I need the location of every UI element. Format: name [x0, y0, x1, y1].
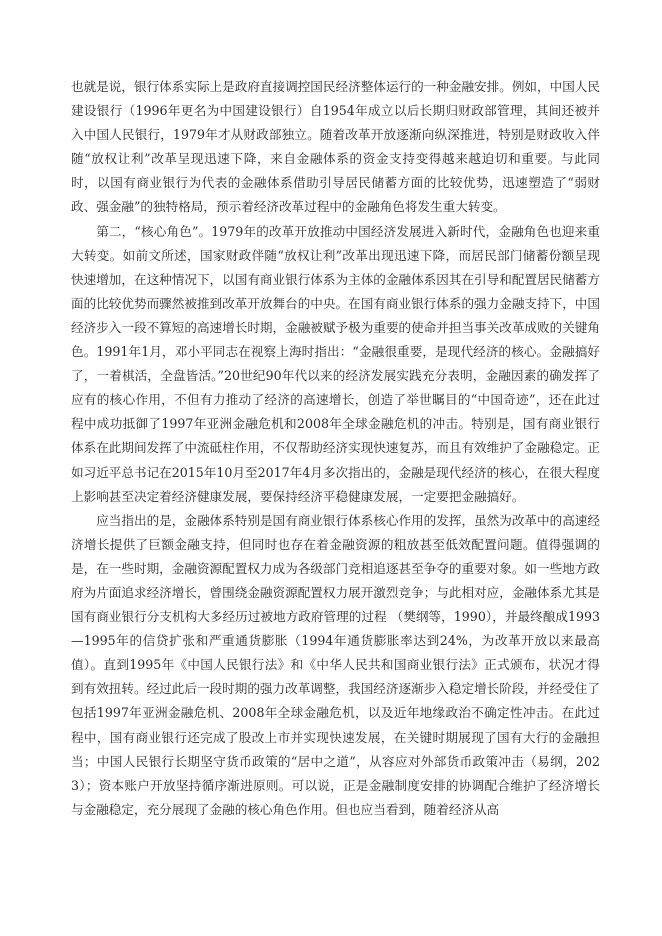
body-paragraph-1: 也就是说，银行体系实际上是政府直接调控国民经济整体运行的一种金融安排。例如，中国人民建设银行（1996年更名为中国建设银行）自1954年成立以后长期归财政部管理，其间还被并入中国人民银行，1979年才从财政部独立。随着改革开放逐渐向纵深推进，特别是财政收入伴随“放权让利”改革呈现迅速下降，来自金融体系的资金支持变得越来越迫切和重要。与此同时，以国有商业银行为代表的金融体系借助引导居民储蓄方面的比较优势，迅速塑造了“弱财政、强金融”的独特格局，预示着经济改革过程中的金融角色将发生重大转变。	[71, 79, 600, 215]
body-paragraph-3: 应当指出的是，金融体系特别是国有商业银行体系核心作用的发挥，虽然为改革中的高速经济增长提供了巨额金融支持，但同时也存在着金融资源的粗放甚至低效配置问题。值得强调的是，在一些时期，金融资源配置权力成为各级部门竞相追逐甚至争夺的重要对象。如一些地方政府为片面追求经济增长，曾围绕金融资源配置权力展开激烈竞争；与此相对应，金融体系尤其是国有商业银行分支机构大多经历过被地方政府管理的过程 （樊纲等，1990），并最终酿成1993—1995年的信贷扩张和严重通货膨胀（1994年通货膨胀率达到24%，为改革开放以来最高值）。直到1995年《中国人民银行法》和《中华人民共和国商业银行法》正式颁布，状况才得到有效扭转。经过此后一段时期的强力改革调整，我国经济逐渐步入稳定增长阶段，并经受住了包括1997年亚洲金融危机、2008年全球金融危机，以及近年地缘政治不确定性冲击。在此过程中，国有商业银行还完成了股改上市并实现快速发展，在关键时期展现了国有大行的金融担当；中国人民银行长期坚守货币政策的“居中之道”，从容应对外部货币政策冲击（易纲，2023）；资本账户开放坚持循序渐进原则。可以说，正是金融制度安排的协调配合维护了经济增长与金融稳定，充分展现了金融的核心角色作用。但也应当看到，随着经济从高	[71, 512, 600, 817]
body-paragraph-2: 第二，“核心角色”。1979年的改革开放推动中国经济发展进入新时代，金融角色也迎来重大转变。如前文所述，国家财政伴随“放权让利”改革出现迅速下降，而居民部门储蓄份额呈现快速增加，在这种情况下，以国有商业银行体系为主体的金融体系因其在引导和配置居民储蓄方面的比较优势而骤然被推到改革开放舞台的中央。在国有商业银行体系的强力金融支持下，中国经济步入一段不算短的高速增长时期，金融被赋予极为重要的使命并担当事关改革成败的关键角色。1991年1月，邓小平同志在视察上海时指出：“金融很重要，是现代经济的核心。金融搞好了，一着棋活，全盘皆活。”20世纪90年代以来的经济发展实践充分表明，金融因素的确发挥了应有的核心作用，不但有力推动了经济的高速增长，创造了举世瞩目的“中国奇迹”，还在此过程中成功抵御了1997年亚洲金融危机和2008年全球金融危机的冲击。特别是，国有商业银行体系在此期间发挥了中流砥柱作用，不仅帮助经济实现快速复苏，而且有效维护了金融稳定。正如习近平总书记在2015年10月至2017年4月多次指出的，金融是现代经济的核心，在很大程度上影响甚至决定着经济健康发展，要保持经济平稳健康发展，一定要把金融搞好。	[71, 223, 600, 504]
